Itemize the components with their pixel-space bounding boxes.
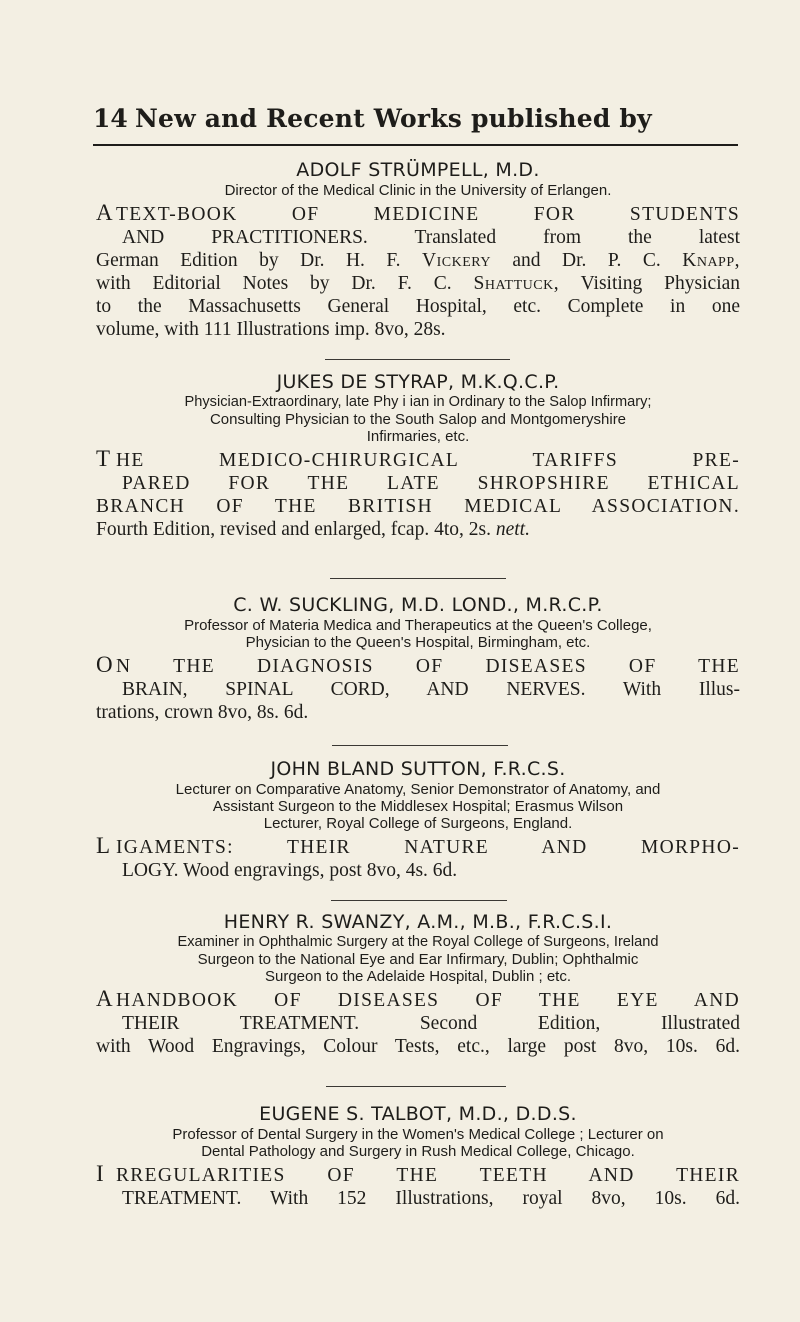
author-name: JUKES DE STYRAP, M.K.Q.C.P. xyxy=(276,371,560,393)
author-credentials: Infirmaries, etc. xyxy=(366,428,470,445)
text-run: German Edition by Dr. H. F. xyxy=(96,250,401,271)
separator-rule xyxy=(325,359,510,360)
translator-name: Knapp, xyxy=(682,250,741,271)
author-credentials: Physician to the Queen's Hospital, Birmingham, etc. xyxy=(245,634,591,651)
author-credentials: Assistant Surgeon to the Middlesex Hospital; Erasmus Wilson xyxy=(212,798,624,815)
initial-letter: L xyxy=(96,833,112,858)
price-line: TREATMENT. With 152 Illustrations, royal 8vo, 10s. 6d. xyxy=(122,1188,740,1209)
book-entry-styrap xyxy=(96,370,740,541)
author-credentials: Lecturer on Comparative Anatomy, Senior Demonstrator of Anatomy, and xyxy=(175,781,661,798)
book-title-line: N THE DIAGNOSIS OF DISEASES OF THE xyxy=(116,656,740,677)
translator-name: Vickery xyxy=(422,250,491,271)
text-run: and Dr. P. C. xyxy=(512,250,661,271)
book-title-line: RREGULARITIES OF THE TEETH AND THEIR xyxy=(116,1165,740,1186)
text-line: to the Massachusetts General Hospital, etc. Complete in one xyxy=(96,296,740,317)
book-description xyxy=(96,201,740,341)
author-credentials: Dental Pathology and Surgery in Rush Medical College, Chicago. xyxy=(201,1143,635,1160)
book-title-line: BRAIN, SPINAL CORD, AND NERVES. With Illus- xyxy=(122,679,740,700)
initial-letter: T xyxy=(96,446,112,471)
book-description xyxy=(96,653,740,724)
book-entry-talbot xyxy=(96,1102,740,1210)
author-credentials: Surgeon to the National Eye and Ear Infirmary, Dublin; Ophthalmic xyxy=(197,951,639,968)
author-credentials: Consulting Physician to the South Salop and Montgomeryshire xyxy=(209,411,627,428)
book-description xyxy=(96,1162,740,1210)
book-title-line: AND PRACTITIONERS. Translated from the latest xyxy=(122,227,740,248)
author-credentials: Lecturer, Royal College of Surgeons, England. xyxy=(263,815,573,832)
price-line: with Wood Engravings, Colour Tests, etc., large post 8vo, 10s. 6d. xyxy=(96,1036,740,1057)
author-credentials: Director of the Medical Clinic in the University of Erlangen. xyxy=(224,182,612,199)
book-description xyxy=(96,834,740,882)
separator-rule xyxy=(326,1086,506,1087)
author-name: HENRY R. SWANZY, A.M., M.B., F.R.C.S.I. xyxy=(223,911,613,933)
author-name: JOHN BLAND SUTTON, F.R.C.S. xyxy=(270,758,566,780)
price-line: trations, crown 8vo, 8s. 6d. xyxy=(96,702,309,723)
book-title-line: TEXT-BOOK OF MEDICINE FOR STUDENTS xyxy=(116,204,740,225)
initial-letter: A xyxy=(96,986,114,1011)
text-run: with Editorial Notes by Dr. F. C. xyxy=(96,273,452,294)
initial-letter: I xyxy=(96,1161,105,1186)
book-title-line: HE MEDICO-CHIRURGICAL TARIFFS PRE- xyxy=(116,450,740,471)
price-line: Fourth Edition, revised and enlarged, fcap. 4to, 2s. xyxy=(96,519,491,540)
initial-letter: A xyxy=(96,200,114,225)
header-rule xyxy=(93,144,738,146)
book-title-line: PARED FOR THE LATE SHROPSHIRE ETHICAL xyxy=(122,473,740,494)
initial-letter: O xyxy=(96,652,114,677)
separator-rule xyxy=(332,745,508,746)
book-title-line: IGAMENTS: THEIR NATURE AND MORPHO- xyxy=(116,837,740,858)
price-line: LOGY. Wood engravings, post 8vo, 4s. 6d. xyxy=(122,860,458,881)
page-header xyxy=(93,104,733,144)
editor-name: Shattuck, xyxy=(473,273,560,294)
separator-rule xyxy=(331,900,507,901)
separator-rule xyxy=(330,578,506,579)
author-credentials: Surgeon to the Adelaide Hospital, Dublin ; etc. xyxy=(264,968,572,985)
author-credentials: Examiner in Ophthalmic Surgery at the Royal College of Surgeons, Ireland xyxy=(177,934,659,950)
text-run: Visiting Physician xyxy=(580,273,741,294)
author-credentials: Professor of Dental Surgery in the Women's Medical College ; Lecturer on xyxy=(172,1126,664,1143)
running-title: New and Recent Works published by xyxy=(135,104,652,133)
author-name: EUGENE S. TALBOT, M.D., D.D.S. xyxy=(259,1103,577,1125)
book-entry-sutton xyxy=(96,757,740,882)
book-description xyxy=(96,987,740,1058)
author-name: ADOLF STRÜMPELL, M.D. xyxy=(296,159,540,181)
author-name: C. W. SUCKLING, M.D. LOND., M.R.C.P. xyxy=(233,594,603,616)
price-suffix: nett. xyxy=(495,519,530,540)
book-title-line: THEIR TREATMENT. Second Edition, Illustrated xyxy=(122,1013,740,1034)
book-title-line: BRANCH OF THE BRITISH MEDICAL ASSOCIATION. xyxy=(96,496,740,517)
book-entry-suckling xyxy=(96,593,740,724)
author-credentials: Professor of Materia Medica and Therapeutics at the Queen's College, xyxy=(184,617,652,634)
book-entry-swanzy xyxy=(96,910,740,1058)
price-line: volume, with 111 Illustrations imp. 8vo, 28s. xyxy=(96,319,446,340)
book-entry-strumpell xyxy=(96,158,740,341)
book-description xyxy=(96,447,740,541)
author-credentials: Physician-Extraordinary, late Phy i ian in Ordinary to the Salop Infirmary; xyxy=(184,394,652,410)
page-number: 14 xyxy=(93,104,128,133)
book-title-line: HANDBOOK OF DISEASES OF THE EYE AND xyxy=(116,990,740,1011)
